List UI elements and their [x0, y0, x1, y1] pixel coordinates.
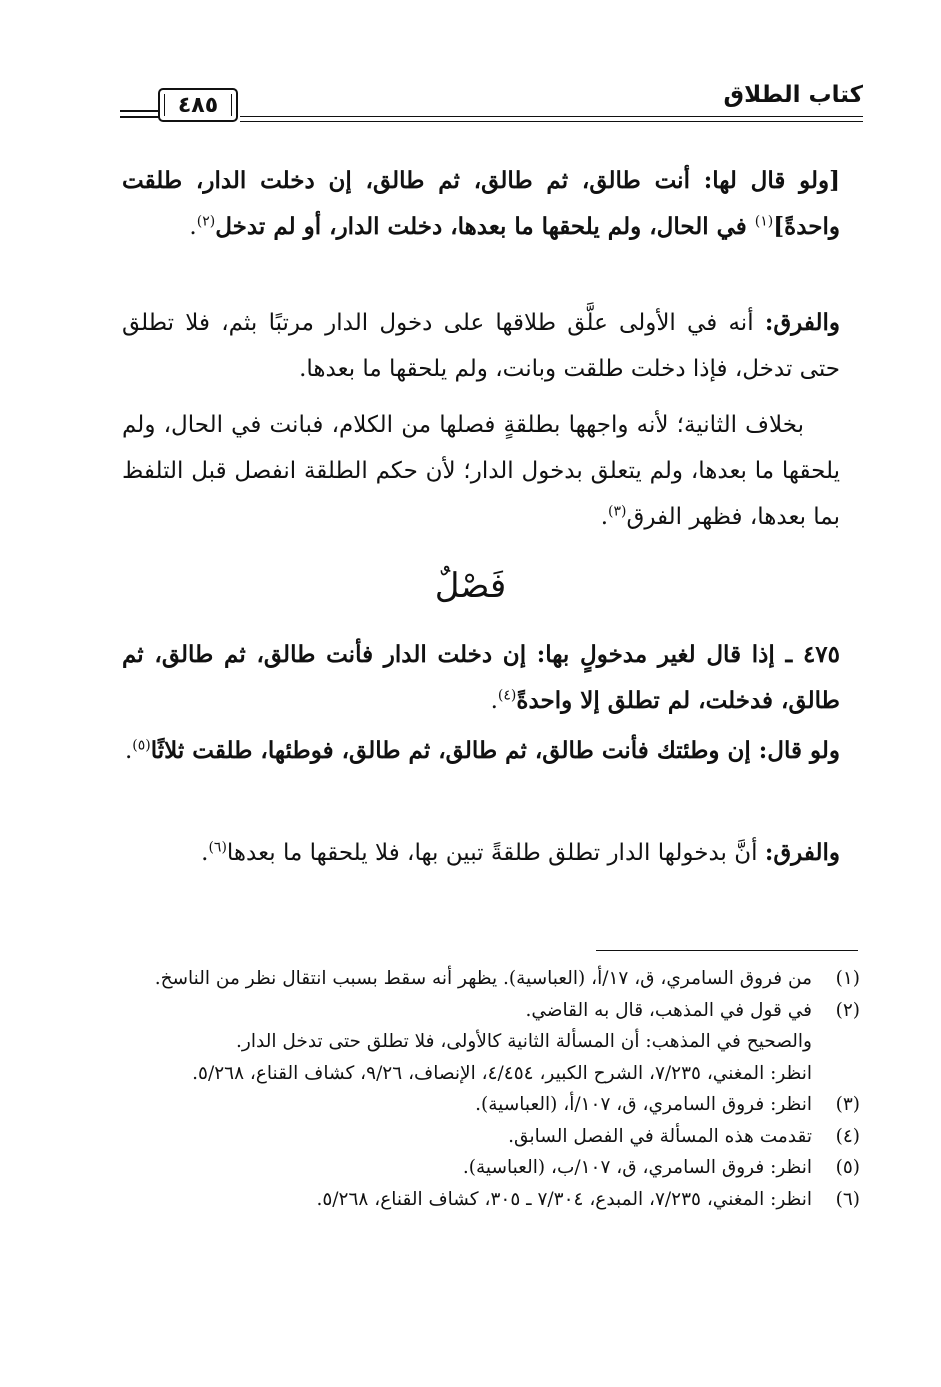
main-text-block-5 — [122, 728, 840, 774]
footnote-text: انظر: المغني، ٧/٢٣٥، المبدع، ٧/٣٠٤ ـ ٣٠٥، كشاف القناع، ٥/٢٦٨. — [316, 1188, 812, 1210]
paragraph-2-text: أنه في الأولى علَّق طلاقها على دخول الدار مرتبًا بثم، فلا تطلق حتى تدخل، فإذا دخلت طلقت وبانت، ولم يلحقها ما بعدها. — [122, 310, 840, 382]
difference-label: والفرق: — [764, 309, 840, 336]
footnote-ref-2: (٢) — [196, 213, 216, 230]
footnote-2 — [120, 995, 860, 1090]
footnote-3 — [120, 1089, 860, 1121]
paragraph-5-tail: . — [124, 738, 133, 764]
footnote-5 — [120, 1152, 860, 1184]
paragraph-1-bold: [ولو قال لها: أنت طالق، ثم طالق، ثم طالق، إن دخلت الدار، طلقت واحدةً] — [122, 167, 840, 240]
paragraph-3-text: بخلاف الثانية؛ لأنه واجهها بطلقةٍ فصلها من الكلام، فبانت في الحال، ولم يلحقها ما بعدها، ولم يتعلق بدخول الدار؛ لأن حكم الطلقة انفصل قبل التلفظ بما بعدها، فظهر الفرق — [122, 412, 840, 530]
paragraph-5-bold: ولو قال: إن وطئتك فأنت طالق، ثم طالق، ثم طالق، فوطئها، طلقت ثلاثًا — [150, 737, 840, 764]
page-number-frame — [158, 88, 238, 122]
paragraph-1-bold-cont: في الحال، ولم يلحقها ما بعدها، دخلت الدار، أو لم تدخل — [215, 213, 755, 240]
footnote-text: انظر: فروق السامري، ق، ١٠٧/أ، (العباسية). — [475, 1094, 812, 1115]
running-header-title: كتاب الطلاق — [723, 82, 863, 108]
page-number: ٤٨٥ — [177, 92, 219, 118]
footnote-number: (٣) — [835, 1094, 860, 1115]
paragraph-2 — [122, 300, 840, 392]
main-text-block-1 — [122, 158, 840, 250]
footnote-ref-3: (٣) — [608, 503, 627, 520]
footnote-text: انظر: المغني، ٧/٢٣٥، الشرح الكبير، ٤/٤٥٤، الإنصاف، ٩/٢٦، كشاف القناع، ٥/٢٦٨. — [192, 1062, 812, 1084]
paragraph-6 — [122, 830, 840, 876]
paragraph-6-tail: . — [201, 840, 209, 866]
footnote-number: (١) — [835, 968, 860, 989]
main-text-block-4 — [122, 632, 840, 724]
footnote-text: من فروق السامري، ق، ١٧/أ، (العباسية). يظهر أنه سقط بسبب انتقال نظر من الناسخ. — [154, 968, 812, 989]
main-text-block-3 — [122, 402, 840, 540]
section-heading: فَصْلٌ — [434, 566, 507, 606]
header-rule — [240, 121, 863, 122]
footnotes — [120, 963, 860, 1215]
footnote-number: (٥) — [835, 1157, 860, 1178]
footnote-text: تقدمت هذه المسألة في الفصل السابق. — [508, 1125, 812, 1147]
paragraph-5 — [122, 728, 840, 774]
footnote-number: (٤) — [835, 1125, 860, 1147]
footnote-ref-6: (٦) — [208, 839, 227, 856]
footnote-text: والصحيح في المذهب: أن المسألة الثانية كالأولى، فلا تطلق حتى تدخل الدار. — [236, 1031, 812, 1052]
paragraph-3 — [122, 402, 840, 540]
header-rule — [240, 116, 863, 117]
paragraph-6-text: أنَّ بدخولها الدار تطلق طلقةً تبين بها، فلا يلحقها ما بعدها — [226, 840, 765, 866]
footnote-4 — [120, 1121, 860, 1153]
paragraph-1-tail: . — [189, 214, 197, 240]
footnote-ref-5: (٥) — [132, 737, 151, 754]
paragraph-1 — [122, 158, 840, 250]
main-text-block-6 — [122, 830, 840, 876]
paragraph-3-tail: . — [600, 504, 609, 530]
footnote-number: (٦) — [835, 1188, 860, 1210]
footnote-text: في قول في المذهب، قال به القاضي. — [525, 999, 812, 1021]
paragraph-4 — [122, 632, 840, 724]
footnote-ref-4: (٤) — [497, 687, 517, 704]
difference-label-2: والفرق: — [764, 839, 840, 866]
footnote-text: انظر: فروق السامري، ق، ١٠٧/ب، (العباسية). — [462, 1157, 812, 1178]
footnote-1 — [120, 963, 860, 995]
footnote-6 — [120, 1184, 860, 1216]
main-text-block-2 — [122, 300, 840, 392]
footnote-ref-1: (١) — [754, 213, 774, 230]
paragraph-4-tail: . — [490, 688, 498, 714]
issue-475-text: ٤٧٥ ـ إذا قال لغير مدخولٍ بها: إن دخلت الدار فأنت طالق، ثم طالق، ثم طالق، فدخلت، لم تطلق إلا واحدةً — [122, 641, 840, 714]
footnote-number: (٢) — [835, 999, 860, 1021]
header-ornament-lines — [120, 110, 160, 122]
footnote-separator — [596, 950, 858, 951]
